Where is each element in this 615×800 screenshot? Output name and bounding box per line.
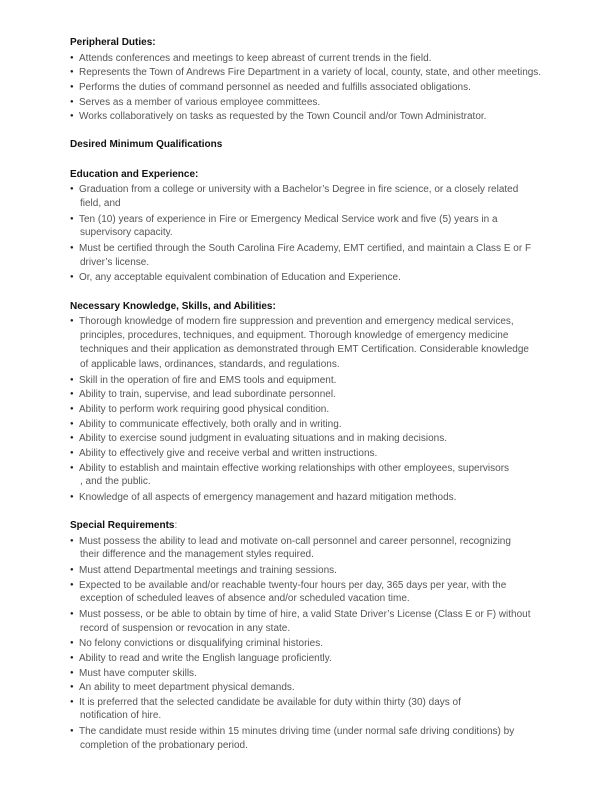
bullet-line: ● Knowledge of all aspects of emergency management and hazard mitigation methods.: [70, 490, 541, 505]
bullet-line: ● Graduation from a college or university with a Bachelor’s Degree in fire science, or a closely related: [70, 182, 541, 197]
bullet-line: ● Ability to exercise sound judgment in evaluating situations and in making decisions.: [70, 431, 541, 446]
bullet-line: ● Works collaboratively on tasks as requested by the Town Council and/or Town Administrator.: [70, 109, 541, 124]
bullet-line: ● Attends conferences and meetings to keep abreast of current trends in the field.: [70, 51, 541, 66]
bullet-line: ● Performs the duties of command personnel as needed and fulfills associated obligations.: [70, 80, 541, 95]
bullet-item: [70, 95, 541, 110]
bullet-line: ● Ability to train, supervise, and lead subordinate personnel.: [70, 387, 541, 402]
section-heading-text: Desired Minimum Qualifications: [70, 139, 223, 151]
blank-line: [70, 505, 541, 520]
bullet-item: [70, 666, 541, 681]
blank-line: [70, 124, 541, 139]
bullet-item: [70, 636, 541, 651]
section-heading: [70, 36, 541, 51]
bullet-item: [70, 461, 541, 490]
bullet-item: [70, 651, 541, 666]
bullet-line: ● Ability to read and write the English language proficiently.: [70, 651, 541, 666]
bullet-continuation-line: field, and: [80, 198, 121, 210]
bullet-item: [70, 724, 541, 753]
bullet-continuation-line: exception of scheduled leaves of absence and/or scheduled vacation time.: [80, 593, 410, 605]
bullet-continuation-line: supervisory capacity.: [80, 227, 173, 239]
bullet-line: ● Skill in the operation of fire and EMS tools and equipment.: [70, 373, 541, 388]
blank-line: [70, 285, 541, 300]
section-heading-text: Special Requirements: [70, 520, 175, 532]
bullet-item: [70, 373, 541, 388]
bullet-line: ● Ability to effectively give and receive verbal and written instructions.: [70, 446, 541, 461]
blank-line: [70, 153, 541, 168]
bullet-item: [70, 402, 541, 417]
bullet-line: ● Must attend Departmental meetings and training sessions.: [70, 563, 541, 578]
section-heading: [70, 168, 541, 183]
bullet-continuation-line: completion of the probationary period.: [80, 739, 248, 751]
bullet-continuation-line: notification of hire.: [80, 710, 162, 722]
bullet-line: ● Thorough knowledge of modern fire suppression and prevention and emergency medical services,: [70, 314, 541, 329]
bullet-item: [70, 431, 541, 446]
section-heading: [70, 138, 541, 153]
bullet-item: [70, 387, 541, 402]
bullet-item: [70, 314, 541, 373]
bullet-item: [70, 212, 541, 241]
section-heading: [70, 519, 541, 534]
bullet-line: ● Or, any acceptable equivalent combination of Education and Experience.: [70, 270, 541, 285]
section-heading-text: Education and Experience:: [70, 168, 199, 180]
section: [70, 138, 541, 153]
bullet-item: [70, 607, 541, 636]
bullet-line: ● Must possess, or be able to obtain by time of hire, a valid State Driver’s License (Class E or F) without: [70, 607, 541, 622]
bullet-line: ● Expected to be available and/or reachable twenty-four hours per day, 365 days per year, with the: [70, 578, 541, 593]
bullet-line: ● An ability to meet department physical demands.: [70, 680, 541, 695]
section-heading: [70, 300, 541, 315]
bullet-item: [70, 182, 541, 211]
section-heading-text: Necessary Knowledge, Skills, and Abilities:: [70, 300, 276, 312]
bullet-item: [70, 490, 541, 505]
bullet-item: [70, 65, 541, 80]
bullet-line: ● It is preferred that the selected candidate be available for duty within thirty (30) days of: [70, 695, 541, 710]
bullet-line: ● Ability to establish and maintain effective working relationships with other employees, supervisors: [70, 461, 541, 476]
bullet-line: ● Represents the Town of Andrews Fire Department in a variety of local, county, state, and other meetings.: [70, 65, 541, 80]
bullet-item: [70, 241, 541, 270]
section: [70, 519, 541, 753]
bullet-line: ● Serves as a member of various employee committees.: [70, 95, 541, 110]
bullet-item: [70, 680, 541, 695]
section-heading-text: Peripheral Duties:: [70, 37, 156, 48]
heading-suffix: :: [174, 520, 178, 532]
section: [70, 36, 541, 124]
document-page: [70, 36, 541, 753]
bullet-continuation-line: record of suspension or revocation in any state.: [80, 622, 291, 634]
section: [70, 300, 541, 505]
bullet-line: ● Ability to perform work requiring good physical condition.: [70, 402, 541, 417]
bullet-item: [70, 446, 541, 461]
bullet-item: [70, 109, 541, 124]
bullet-item: [70, 270, 541, 285]
bullet-continuation-line: techniques and their application as demonstrated through EMT Certification. Considerable knowledge: [80, 344, 529, 356]
bullet-item: [70, 417, 541, 432]
bullet-item: [70, 534, 541, 563]
bullet-line: ● Must possess the ability to lead and motivate on-call personnel and career personnel, recognizing: [70, 534, 541, 549]
bullet-continuation-line: driver’s license.: [80, 256, 150, 268]
section: [70, 168, 541, 285]
bullet-item: [70, 80, 541, 95]
bullet-line: ● Must be certified through the South Carolina Fire Academy, EMT certified, and maintain a Class E or F: [70, 241, 541, 256]
bullet-continuation-line: of applicable laws, ordinances, standards, and regulations.: [80, 359, 340, 371]
bullet-continuation-line: their difference and the management styles required.: [80, 549, 314, 561]
bullet-line: ● No felony convictions or disqualifying criminal histories.: [70, 636, 541, 651]
bullet-line: ● Must have computer skills.: [70, 666, 541, 681]
bullet-continuation-line: principles, procedures, techniques, and equipment. Thorough knowledge of emergency medicine: [80, 329, 509, 341]
bullet-item: [70, 51, 541, 66]
bullet-item: [70, 695, 541, 724]
bullet-item: [70, 563, 541, 578]
bullet-item: [70, 578, 541, 607]
bullet-line: ● Ability to communicate effectively, both orally and in writing.: [70, 417, 541, 432]
bullet-continuation-line: , and the public.: [80, 476, 151, 488]
bullet-line: ● Ten (10) years of experience in Fire or Emergency Medical Service work and five (5) years in a: [70, 212, 541, 227]
bullet-line: ● The candidate must reside within 15 minutes driving time (under normal safe driving conditions) by: [70, 724, 541, 739]
